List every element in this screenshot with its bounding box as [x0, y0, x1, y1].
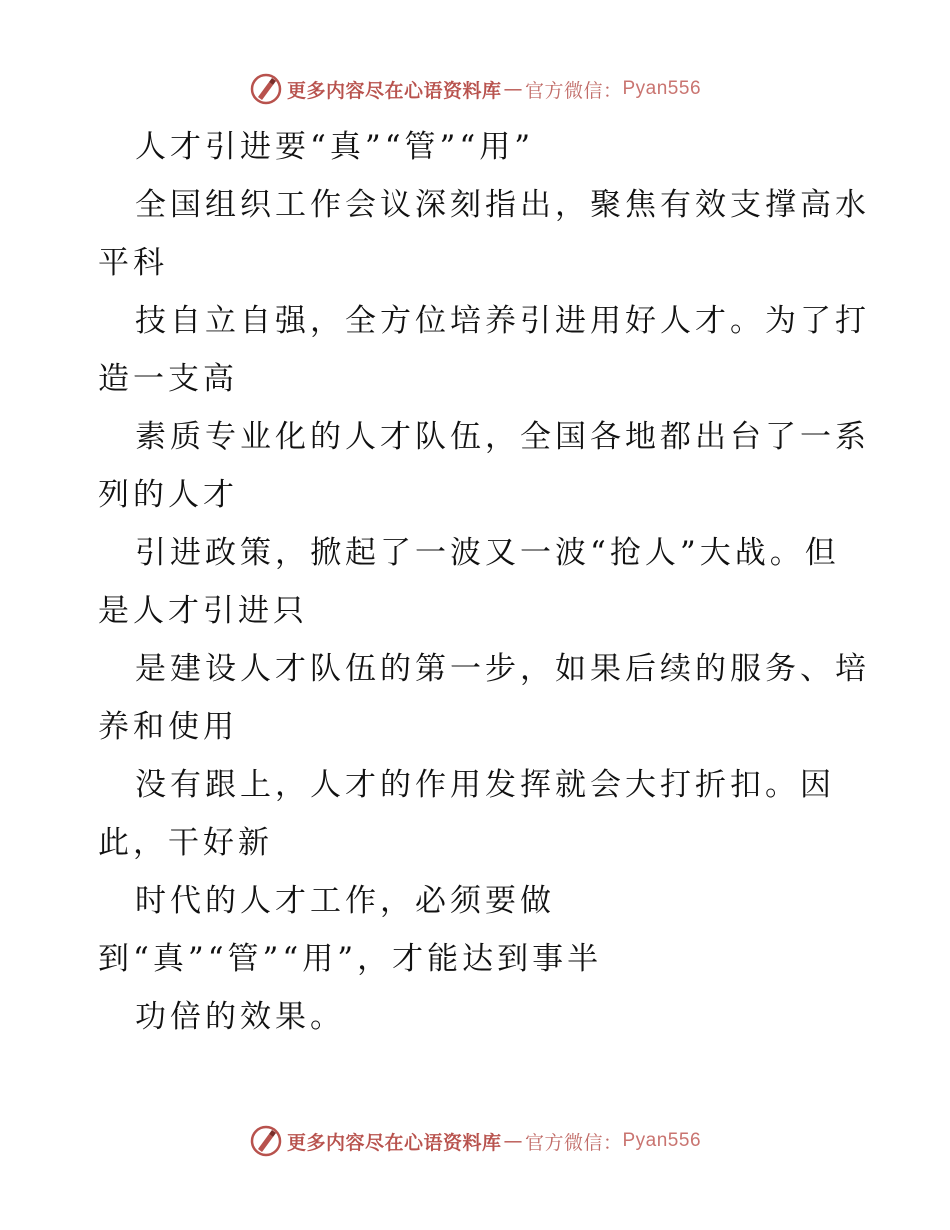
footer-watermark [0, 1124, 950, 1158]
watermark-main-text: 更多内容尽在心语资料库 [286, 79, 502, 102]
watermark-sub-text: 官方微信： [524, 1131, 623, 1154]
watermark-wechat-id: Pyan556 [622, 1130, 702, 1151]
text-line: 养和使用 [98, 709, 238, 745]
pen-logo-icon [249, 72, 283, 106]
watermark-dash: — [503, 1130, 523, 1152]
text-line: 是人才引进只 [98, 593, 308, 629]
text-line: 引进政策，掀起了一波又一波“抢人”大战。但 [135, 535, 840, 571]
text-line: 时代的人才工作，必须要做 [135, 883, 555, 919]
watermark-dash: — [503, 78, 523, 100]
text-line: 列的人才 [98, 477, 238, 513]
text-line: 功倍的效果。 [135, 999, 345, 1035]
text-line: 是建设人才队伍的第一步，如果后续的服务、培 [135, 651, 870, 687]
header-watermark [0, 72, 950, 106]
text-line: 造一支高 [98, 361, 238, 397]
text-line: 到“真”“管”“用”，才能达到事半 [98, 941, 603, 977]
text-line: 平科 [98, 245, 168, 281]
text-line: 素质专业化的人才队伍，全国各地都出台了一系 [135, 419, 870, 455]
document-body [98, 118, 870, 1046]
text-line: 没有跟上，人才的作用发挥就会大打折扣。因 [135, 767, 835, 803]
pen-logo-icon [249, 1124, 283, 1158]
watermark-wechat-id: Pyan556 [622, 78, 702, 99]
text-line: 此，干好新 [98, 825, 273, 861]
document-title: 人才引进要“真”“管”“用” [135, 129, 535, 165]
text-line: 全国组织工作会议深刻指出，聚焦有效支撑高水 [135, 187, 870, 223]
text-line: 技自立自强，全方位培养引进用好人才。为了打 [135, 303, 870, 339]
watermark-main-text: 更多内容尽在心语资料库 [286, 1131, 502, 1154]
watermark-sub-text: 官方微信： [524, 79, 623, 102]
